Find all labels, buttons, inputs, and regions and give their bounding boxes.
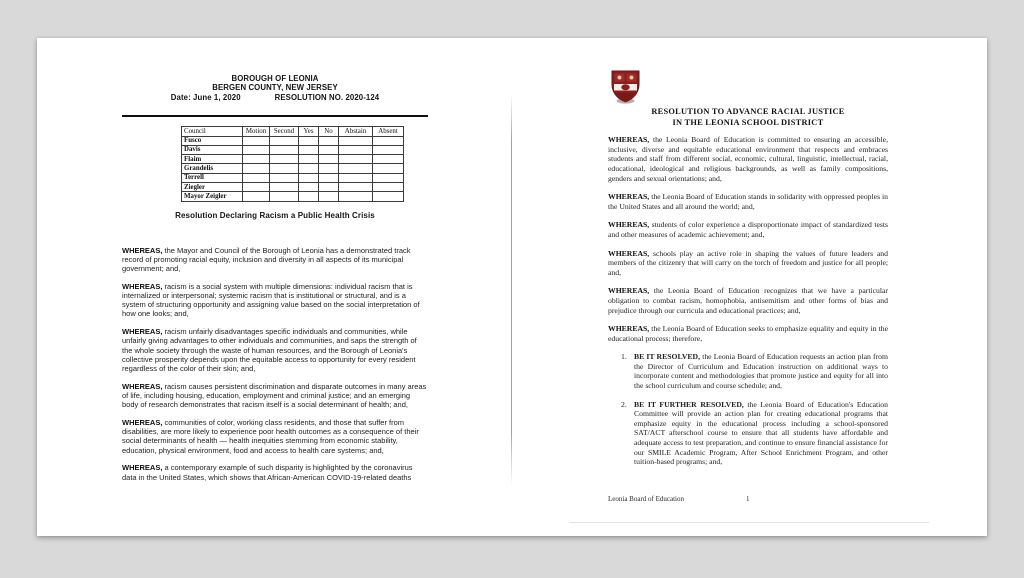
list-item: 2. BE IT FURTHER RESOLVED, the Leonia Board of Education's Education Committee will provide an action plan for creating educational programs that emphasize equity in the educational process including a school-sponsored SAT/ACT afterschool course to ensure that all students have affordable and adequate access to test preparation, and continue to ensure financial assistance for our SMILE Academic Program, After School Enrichment Program, and other tuition-based programs; and,	[621, 399, 888, 467]
whereas-paragraph: WHEREAS, the Mayor and Council of the Borough of Leonia has a demonstrated track record of promoting racial equity, inclusion and diversity in all aspects of its municipal government; and,	[122, 245, 411, 273]
council-vote-table	[181, 126, 404, 201]
vote-cell	[373, 173, 404, 182]
vote-cell	[299, 145, 319, 154]
council-member: Fusco	[182, 136, 243, 145]
whereas-paragraph: WHEREAS, the Leonia Board of Education stands in solidarity with oppressed peoples in the United States and all around the world; and,	[608, 192, 888, 211]
vote-cell	[243, 155, 270, 164]
vote-cell	[319, 173, 339, 182]
vote-table-header-row	[182, 127, 404, 136]
vote-cell	[299, 164, 319, 173]
vote-cell	[339, 173, 373, 182]
vote-cell	[299, 183, 319, 192]
whereas-paragraph: WHEREAS, communities of color, working class residents, and those that suffer from disabilities, are more likely to experience poor health outcomes as a consequence of their social determinants of health — health inequities stemming from economic stability, education, physical environment, food and access to health care systems; and,	[122, 418, 419, 455]
vote-cell	[339, 183, 373, 192]
vote-cell	[243, 173, 270, 182]
vote-cell	[299, 173, 319, 182]
vote-cell	[299, 192, 319, 201]
table-row	[182, 183, 404, 192]
page-gutter-divider	[511, 94, 512, 486]
vote-cell	[319, 192, 339, 201]
table-row	[182, 173, 404, 182]
vote-cell	[373, 164, 404, 173]
whereas-paragraph: WHEREAS, the Leonia Board of Education seeks to emphasize equality and equity in the educational process; therefore,	[608, 324, 888, 343]
col-absent: Absent	[373, 127, 404, 136]
council-member: Mayor Zeigler	[182, 192, 243, 201]
vote-cell	[299, 136, 319, 145]
vote-cell	[270, 136, 299, 145]
footer-org-name: Leonia Board of Education	[608, 495, 685, 503]
council-member: Davis	[182, 145, 243, 154]
vote-cell	[373, 136, 404, 145]
whereas-paragraph: WHEREAS, schools play an active role in shaping the values of future leaders and members of the citizenry that will carry on the torch of freedom and justice for all people; and,	[608, 248, 888, 277]
council-member: Terrell	[182, 173, 243, 182]
footer-page-number: 1	[746, 495, 750, 503]
col-no: No	[319, 127, 339, 136]
whereas-paragraph: WHEREAS, the Leonia Board of Education is committed to ensuring an accessible, inclusive, diverse and equitable educational environment that respects and embraces students and staff from different social, economic, cultural, linguistic, intellectual, racial, educational, ideological and religious backgrounds, as well as family compositions, genders and sexual orientations; and,	[608, 135, 888, 183]
page2-title	[608, 107, 888, 128]
whereas-paragraph: WHEREAS, racism is a social system with multiple dimensions: individual racism that is internalized or interpersonal; systemic racism that is institutional or structural, and is a system of structuring opportunity and assigning value based on the social interpretation of how one looks; and,	[122, 281, 420, 319]
list-item-number: 1.	[621, 352, 627, 362]
header-borough: BOROUGH OF LEONIA	[231, 74, 319, 83]
page2-body	[608, 135, 888, 467]
vote-cell	[299, 155, 319, 164]
council-member: Flaim	[182, 155, 243, 164]
vote-cell	[319, 136, 339, 145]
vote-cell	[243, 192, 270, 201]
resolution-title: Resolution Declaring Racism a Public Health Crisis	[175, 210, 375, 220]
whereas-paragraph: WHEREAS, racism unfairly disadvantages specific individuals and communities, while unfairly giving advantages to other individuals and communities, and saps the strength of the whole society through the waste of human resources, and the Borough of Leonia's collective prosperity depends upon the equitable access to opportunity for every resident regardless of the color of their skin; and,	[122, 327, 417, 374]
whereas-paragraph: WHEREAS, students of color experience a disproportionate impact of standardized tests and other measures of academic achievement; and,	[608, 220, 888, 239]
vote-cell	[339, 145, 373, 154]
table-row	[182, 136, 404, 145]
page1-body	[122, 246, 428, 482]
vote-cell	[319, 155, 339, 164]
header-resolution-no: RESOLUTION NO. 2020-124	[274, 92, 380, 102]
whereas-paragraph: WHEREAS, the Leonia Board of Education recognizes that we have a particular obligation to combat racism, homophobia, antisemitism and other forms of bias and prejudice through our curricula and educational practices; and,	[608, 286, 888, 315]
vote-cell	[270, 183, 299, 192]
vote-cell	[339, 192, 373, 201]
whereas-paragraph: WHEREAS, a contemporary example of such disparity is highlighted by the coronavirus data in the United States, which shows that African-American COVID-19-related deaths	[122, 463, 413, 482]
page2-title-line2: IN THE LEONIA SCHOOL DISTRICT	[672, 117, 824, 127]
header-county: BERGEN COUNTY, NEW JERSEY	[212, 83, 338, 93]
resolved-list	[608, 352, 888, 467]
vote-cell	[270, 164, 299, 173]
vote-cell	[339, 136, 373, 145]
vote-cell	[243, 145, 270, 154]
page2-title-line1: RESOLUTION TO ADVANCE RACIAL JUSTICE	[651, 107, 845, 116]
vote-cell	[373, 155, 404, 164]
table-row	[182, 145, 404, 154]
vote-cell	[319, 183, 339, 192]
page-1-borough-resolution	[122, 74, 428, 490]
table-row	[182, 164, 404, 173]
col-yes: Yes	[299, 127, 319, 136]
vote-cell	[373, 192, 404, 201]
next-page-top-edge	[569, 522, 929, 523]
header-rule	[122, 115, 428, 117]
vote-cell	[243, 164, 270, 173]
vote-cell	[339, 155, 373, 164]
col-abstain: Abstain	[339, 127, 373, 136]
page-2-school-district-resolution	[608, 70, 888, 503]
vote-cell	[270, 173, 299, 182]
council-member: Grandelis	[182, 164, 243, 173]
col-motion: Motion	[243, 127, 270, 136]
school-district-crest-icon	[610, 70, 641, 105]
page1-header	[122, 74, 428, 102]
council-member: Ziegler	[182, 183, 243, 192]
vote-cell	[243, 136, 270, 145]
vote-cell	[319, 164, 339, 173]
col-second: Second	[270, 127, 299, 136]
vote-cell	[243, 183, 270, 192]
list-item: 1. BE IT RESOLVED, the Leonia Board of Education requests an action plan from the Director of Curriculum and Education instruction on additional ways to incorporate content and methodologies that promote justice and equity for all into the school curriculum and course schedule; and,	[621, 352, 888, 391]
vote-cell	[270, 145, 299, 154]
table-row	[182, 155, 404, 164]
vote-cell	[373, 183, 404, 192]
vote-cell	[319, 145, 339, 154]
vote-cell	[270, 155, 299, 164]
whereas-paragraph: WHEREAS, racism causes persistent discrimination and disparate outcomes in many areas of life, including housing, education, employment and criminal justice; and an emerging body of research demonstrates that racism itself is a social determinant of health; and,	[122, 381, 427, 410]
header-date-resolution	[122, 93, 428, 102]
col-council: Council	[182, 127, 243, 136]
vote-cell	[339, 164, 373, 173]
list-item-number: 2.	[621, 399, 627, 409]
header-date: Date: June 1, 2020	[170, 92, 241, 102]
page2-footer	[608, 495, 888, 503]
document-spread	[37, 38, 987, 536]
vote-cell	[373, 145, 404, 154]
vote-cell	[270, 192, 299, 201]
table-row	[182, 192, 404, 201]
